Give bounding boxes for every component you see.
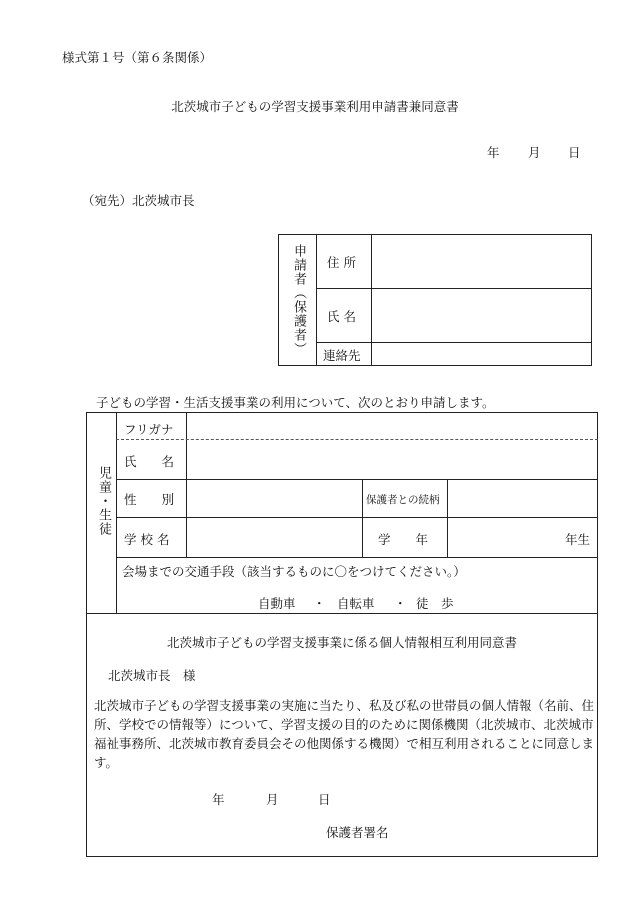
consent-body: 北茨城市子どもの学習支援事業の実施に当たり、私及び私の世帯員の個人情報（名前、住所、学校での情報等）について、学習支援の目的のために関係機関（北茨城市、北茨城市福祉事務所、北茨城市教育委員会その他関係する機関）で相互利用されることに同意します。 (94, 698, 595, 770)
intro-text: 子どもの学習・生活支援事業の利用について、次のとおり申請します。 (96, 395, 495, 410)
transport-label: 会場までの交通手段（該当するものに〇をつけてください。） (122, 564, 466, 579)
applicant-name-label: 氏 名 (327, 309, 356, 324)
form-number: 様式第１号（第６条関係） (62, 50, 213, 65)
child-name-label: 氏 名 (124, 454, 175, 469)
transport-option-walk[interactable]: 徒 歩 (416, 596, 454, 611)
grade-suffix: 年生 (565, 532, 591, 547)
transport-option-car[interactable]: 自動車 (258, 596, 296, 611)
furigana-field[interactable] (187, 413, 597, 439)
applicant-name-field[interactable] (372, 289, 591, 342)
applicant-address-label: 住 所 (327, 255, 356, 270)
page-title: 北茨城市子どもの学習支援事業利用申請書兼同意書 (171, 99, 459, 114)
sex-label: 性 別 (124, 492, 175, 507)
transport-separator: ・ (394, 596, 407, 611)
grade-label: 学 年 (378, 532, 429, 547)
signature-field[interactable] (400, 818, 590, 848)
date-day: 日 (568, 145, 581, 160)
applicant-contact-field[interactable] (372, 343, 591, 365)
date-year: 年 (487, 145, 500, 160)
transport-separator: ・ (313, 596, 326, 611)
consent-date-day: 日 (318, 792, 331, 807)
grade-field[interactable] (448, 518, 558, 557)
child-name-field[interactable] (187, 440, 597, 479)
relation-field[interactable] (448, 480, 597, 517)
signature-label: 保護者署名 (326, 825, 389, 840)
consent-date-month: 月 (266, 792, 279, 807)
consent-title: 北茨城市子どもの学習支援事業に係る個人情報相互利用同意書 (166, 635, 517, 650)
addressee: （宛先）北茨城市長 (82, 193, 195, 208)
sex-field[interactable] (187, 480, 362, 517)
applicant-label: 申請者（保護者） (291, 244, 306, 356)
school-field[interactable] (187, 518, 362, 557)
school-label: 学 校 名 (124, 532, 170, 547)
applicant-address-field[interactable] (372, 235, 591, 288)
consent-addressee: 北茨城市長 様 (108, 668, 196, 683)
consent-date-year: 年 (212, 792, 225, 807)
applicant-contact-label: 連絡先 (323, 348, 361, 363)
relation-label: 保護者との続柄 (366, 494, 440, 506)
date-month: 月 (528, 145, 541, 160)
furigana-label: フリガナ (124, 422, 174, 437)
child-label: 児童・生徒 (96, 466, 111, 536)
transport-option-bicycle[interactable]: 自転車 (337, 596, 375, 611)
